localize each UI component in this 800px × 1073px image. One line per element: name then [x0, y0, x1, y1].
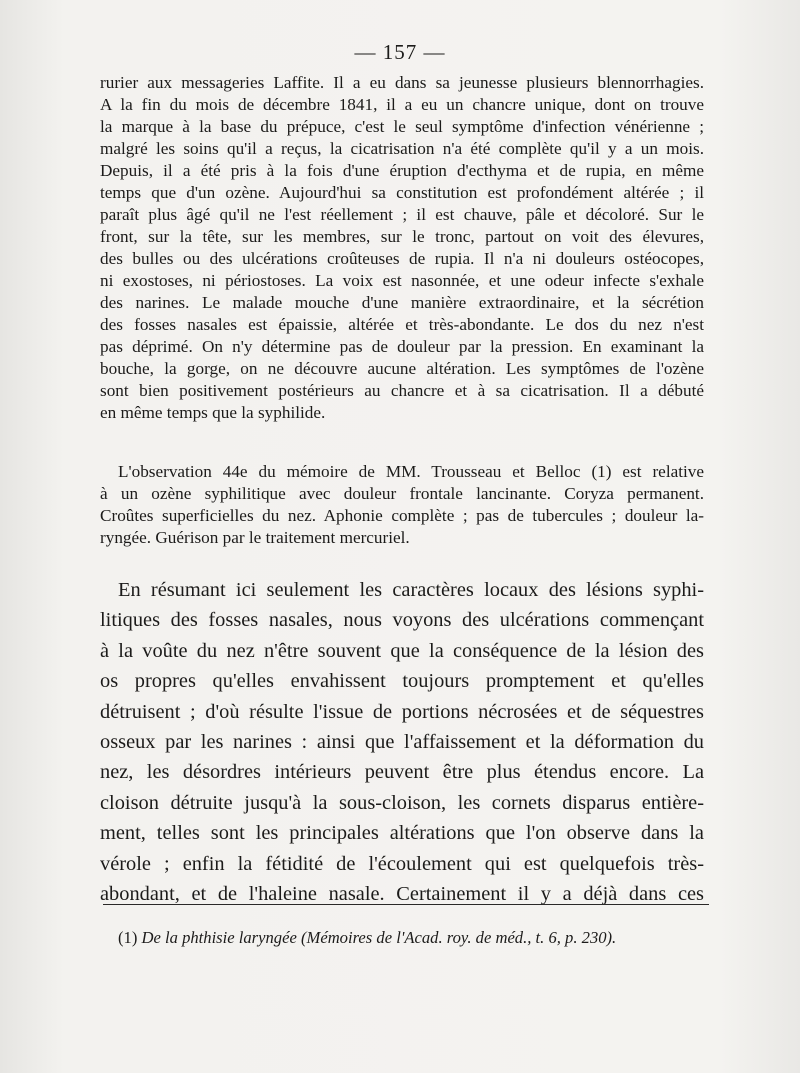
- footnote: [118, 928, 616, 948]
- text-line: ryngée. Guérison par le traitement mercuriel.: [100, 528, 410, 547]
- text-line: la marque à la base du prépuce, c'est le seul symptôme d'infection vénérienne ;: [100, 117, 704, 136]
- text-line: osseux par les narines : ainsi que l'affaissement et la déformation du: [100, 731, 704, 754]
- text-line: sont bien positivement postérieurs au chancre et à sa cicatrisation. Il a débuté: [100, 381, 704, 400]
- text-line: nez, les désordres intérieurs peuvent être plus étendus encore. La: [100, 761, 704, 784]
- text-line: En résumant ici seulement les caractères locaux des lésions syphi-: [118, 579, 704, 601]
- text-line: front, sur la tête, sur les membres, sur le tronc, partout on voit des élevures,: [100, 227, 704, 246]
- footnote-title: De la phthisie laryngée: [141, 928, 297, 947]
- text-line: temps que d'un ozène. Aujourd'hui sa constitution est profondément altérée ; il: [100, 183, 704, 202]
- text-line: rurier aux messageries Laffite. Il a eu dans sa jeunesse plusieurs blennorrhagies.: [100, 73, 704, 92]
- summary-paragraph: [100, 575, 704, 909]
- footnote-marker: (1): [118, 928, 138, 947]
- text-line: des narines. Le malade mouche d'une manière extraordinaire, et la sécrétion: [100, 293, 704, 312]
- text-line: à un ozène syphilitique avec douleur frontale lancinante. Coryza permanent.: [100, 484, 704, 503]
- text-line: en même temps que la syphilide.: [100, 403, 326, 422]
- text-line: malgré les soins qu'il a reçus, la cicatrisation n'a été complète qu'il y a un mois.: [100, 139, 704, 158]
- text-line: cloison détruite jusqu'à la sous-cloison, les cornets disparus entière-: [100, 791, 704, 814]
- text-line: Depuis, il a été pris à la fois d'une éruption d'ecthyma et de rupia, en même: [100, 161, 704, 180]
- text-line: vérole ; enfin la fétidité de l'écoulement qui est quelquefois très-: [100, 852, 704, 875]
- footnote-divider: [103, 904, 709, 905]
- text-line: détruisent ; d'où résulte l'issue de portions nécrosées et de séquestres: [100, 700, 704, 723]
- text-line: bouche, la gorge, on ne découvre aucune altération. Les symptômes de l'ozène: [100, 359, 704, 378]
- text-line: os propres qu'elles envahissent toujours promptement et qu'elles: [100, 670, 704, 693]
- text-line: ment, telles sont les principales altérations que l'on observe dans la: [100, 822, 704, 845]
- text-line: ni exostoses, ni périostoses. La voix est nasonnée, et une odeur infecte s'exhale: [100, 271, 704, 290]
- page-number: — 157 —: [354, 40, 446, 64]
- footnote-source: (Mémoires de l'Acad. roy. de méd., t. 6, p. 230).: [300, 928, 617, 947]
- case-paragraph: [100, 72, 704, 424]
- text-line: paraît plus âgé qu'il ne l'est réellement ; il est chauve, pâle et décoloré. Sur le: [100, 205, 704, 224]
- text-line: L'observation 44e du mémoire de MM. Trousseau et Belloc (1) est relative: [118, 462, 704, 481]
- text-line: à la voûte du nez n'être souvent que la conséquence de la lésion des: [100, 639, 704, 662]
- text-line: A la fin du mois de décembre 1841, il a eu un chancre unique, dont on trouve: [100, 95, 704, 114]
- text-line: Croûtes superficielles du nez. Aphonie complète ; pas de tubercules ; douleur la-: [100, 506, 704, 525]
- text-line: abondant, et de l'haleine nasale. Certainement il y a déjà dans ces: [100, 883, 704, 906]
- text-line: pas déprimé. On n'y détermine pas de douleur par la pression. En examinant la: [100, 337, 704, 356]
- text-line: des fosses nasales est épaissie, altérée et très-abondante. Le dos du nez n'est: [100, 315, 704, 334]
- text-line: litiques des fosses nasales, nous voyons des ulcérations commençant: [100, 609, 704, 632]
- text-line: des bulles ou des ulcérations croûteuses de rupia. Il n'a ni douleurs ostéocopes,: [100, 249, 704, 268]
- observation-paragraph: [100, 461, 704, 549]
